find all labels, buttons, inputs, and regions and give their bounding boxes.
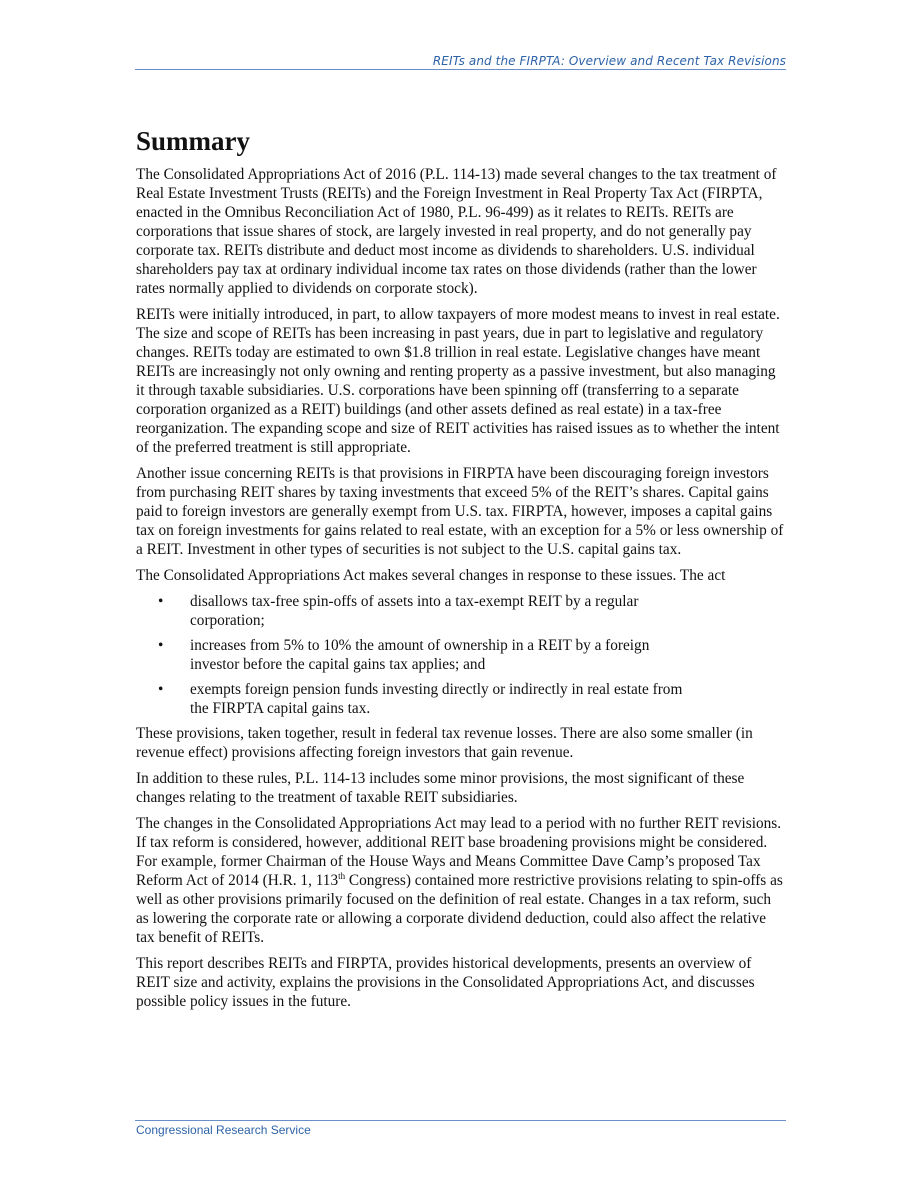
ordinal-superscript: th: [338, 871, 346, 881]
list-item-text: exempts foreign pension funds investing directly or indirectly in real estate from the FIRPTA capital gains tax.: [190, 681, 683, 717]
paragraph-intro: The Consolidated Appropriations Act of 2016 (P.L. 114-13) made several changes to the tax treatment of Real Estate Investment Trusts (REITs) and the Foreign Investment in Real Property Tax Act (FIRPTA, enacted in the Omnibus Reconciliation Act of 1980, P.L. 96-499) as it relates to REITs. REITs are corporations that issue shares of stock, are largely invested in real property, and do not generally pay corporate tax. REITs distribute and deduct most income as dividends to shareholders. U.S. individual shareholders pay tax at ordinary individual income tax rates on those dividends (rather than the lower rates normally applied to dividends on corporate stock).: [136, 166, 777, 297]
summary-section: [136, 124, 786, 1018]
list-item-text: disallows tax-free spin-offs of assets into a tax-exempt REIT by a regular corporation;: [190, 593, 639, 629]
paragraph-act-changes: The Consolidated Appropriations Act makes several changes in response to these issues. The act: [136, 567, 726, 584]
bullet-icon: •: [158, 681, 164, 698]
header-rule: [135, 69, 786, 70]
tax-reform-text-a: The changes in the Consolidated Appropriations Act may lead to a period with no further REIT revisions. If tax reform is considered, however, additional REIT base broadening provisions might be considered. For example, former Chairman of the House Ways and Means Committee Dave Camp’s proposed Tax Reform Act of 2014 (H.R. 1, 113: [136, 815, 782, 889]
section-heading: Summary: [136, 126, 250, 156]
changes-list: [136, 592, 786, 718]
paragraph-revenue-effect: These provisions, taken together, result in federal tax revenue losses. There are also some smaller (in revenue effect) provisions affecting foreign investors that gain revenue.: [136, 725, 753, 761]
list-item-text: increases from 5% to 10% the amount of ownership in a REIT by a foreign investor before the capital gains tax applies; and: [190, 637, 650, 673]
bullet-icon: •: [158, 593, 164, 610]
paragraph-tax-reform: [136, 814, 786, 947]
paragraph-history: REITs were initially introduced, in part, to allow taxpayers of more modest means to invest in real estate. The size and scope of REITs has been increasing in past years, due in part to legislative and regulatory changes. REITs today are estimated to own $1.8 trillion in real estate. Legislative changes have meant REITs are increasingly not only owning and renting property as a passive investment, but also managing it through taxable subsidiaries. U.S. corporations have been spinning off (transferring to a separate corporation organized as a REIT) buildings (and other assets defined as real estate) in a tax-free reorganization. The expanding scope and size of REIT activities has raised issues as to whether the intent of the preferred treatment is still appropriate.: [136, 306, 780, 456]
footer-rule: [135, 1120, 786, 1121]
running-header: REITs and the FIRPTA: Overview and Recent Tax Revisions: [432, 54, 786, 68]
bullet-icon: •: [158, 637, 164, 654]
paragraph-minor-provisions: In addition to these rules, P.L. 114-13 includes some minor provisions, the most significant of these changes relating to the treatment of taxable REIT subsidiaries.: [136, 770, 745, 806]
list-item: [136, 636, 786, 674]
footer-source: Congressional Research Service: [136, 1123, 311, 1137]
paragraph-report-overview: This report describes REITs and FIRPTA, provides historical developments, presents an overview of REIT size and activity, explains the provisions in the Consolidated Appropriations Act, and discusses possible policy issues in the future.: [136, 955, 755, 1010]
paragraph-firpta: Another issue concerning REITs is that provisions in FIRPTA have been discouraging foreign investors from purchasing REIT shares by taxing investments that exceed 5% of the REIT’s shares. Capital gains paid to foreign investors are generally exempt from U.S. tax. FIRPTA, however, imposes a capital gains tax on foreign investments for gains related to real estate, with an exception for a 5% or less ownership of a REIT. Investment in other types of securities is not subject to the U.S. capital gains tax.: [136, 465, 784, 558]
list-item: [136, 680, 786, 718]
tax-reform-text-b: Congress) contained more restrictive provisions relating to spin-offs as well as other provisions primarily focused on the definition of real estate. Changes in a tax reform, such as lowering the corporate rate or allowing a corporate dividend deduction, could also affect the relative tax benefit of REITs.: [136, 872, 783, 946]
list-item: [136, 592, 786, 630]
